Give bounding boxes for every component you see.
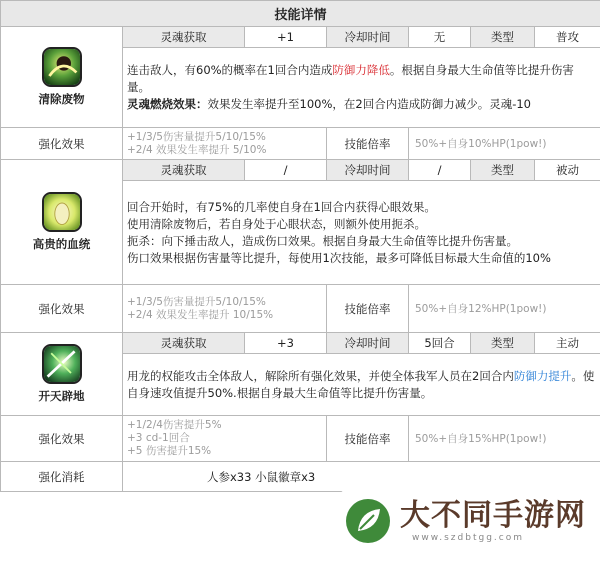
enhance-label: 强化效果 [1, 416, 123, 462]
enhance-effects: +1/3/5伤害量提升5/10/15% +2/4 效果发生率提升 10/15% [123, 285, 327, 333]
multiplier-value: 50%+自身15%HP(1pow!) [409, 416, 600, 462]
enhance-effects: +1/3/5伤害量提升5/10/15% +2/4 效果发生率提升 5/10% [123, 128, 327, 160]
watermark-text: 大不同手游网 [400, 497, 586, 533]
leaf-logo-icon [344, 497, 392, 545]
cost-label: 强化消耗 [1, 462, 123, 492]
highlight-buff: 防御力提升 [513, 368, 572, 383]
soul-gain-label: 灵魂获取 [123, 333, 245, 354]
multiplier-label: 技能倍率 [327, 285, 409, 333]
cooldown-label: 冷却时间 [327, 27, 409, 48]
cooldown-label: 冷却时间 [327, 333, 409, 354]
multiplier-label: 技能倍率 [327, 128, 409, 160]
skill-cell [1, 333, 123, 416]
soul-gain-value: +1 [245, 27, 327, 48]
skill-cell [1, 27, 123, 128]
type-label: 类型 [471, 27, 535, 48]
noble-bloodline-skill-icon [42, 192, 82, 232]
type-value: 被动 [535, 160, 600, 181]
cost-value: 人参x33 小鼠徽章x3 [123, 462, 600, 492]
type-label: 类型 [471, 333, 535, 354]
cooldown-value: 无 [409, 27, 471, 48]
watermark-url: www.szdbtgg.com [412, 532, 524, 543]
type-label: 类型 [471, 160, 535, 181]
enhance-label: 强化效果 [1, 128, 123, 160]
soul-gain-value: / [245, 160, 327, 181]
cooldown-value: 5回合 [409, 333, 471, 354]
cooldown-label: 冷却时间 [327, 160, 409, 181]
type-value: 普攻 [535, 27, 600, 48]
watermark [330, 480, 600, 561]
skill-name: 高贵的血统 [32, 237, 91, 251]
multiplier-value: 50%+自身12%HP(1pow!) [409, 285, 600, 333]
soul-gain-label: 灵魂获取 [123, 27, 245, 48]
type-value: 主动 [535, 333, 600, 354]
multiplier-label: 技能倍率 [327, 416, 409, 462]
soul-gain-label: 灵魂获取 [123, 160, 245, 181]
highlight-debuff: 防御力降低 [332, 63, 390, 77]
skill-description: 回合开始时，有75%的几率使自身在1回合内获得心眼效果。 使用清除废物后，若自身处于心眼状态，则额外使用扼杀。 扼杀：向下捶击敌人，造成伤口效果。根据自身最大生命值等比提升伤害量。 伤口效果根据伤害量等比提升，每使用1次技能，最多可降低目标最大生命值的10% [123, 181, 600, 285]
skill-description: 连击敌人，有60%的概率在1回合内造成防御力降低。根据自身最大生命值等比提升伤害量。 灵魂燃烧效果：效果发生率提升至100%，在2回合内造成防御力减少。灵魂-10 [123, 48, 600, 128]
enhance-label: 强化效果 [1, 285, 123, 333]
multiplier-value: 50%+自身10%HP(1pow!) [409, 128, 600, 160]
skill-name: 清除废物 [38, 92, 85, 106]
skill-description: 用龙的权能攻击全体敌人，解除所有强化效果，并使全体我军人员在2回合内防御力提升。使自身速攻值提升50%.根据自身最大生命值等比提升伤害量。 [123, 354, 600, 416]
enhance-effects: +1/2/4伤害提升5% +3 cd-1回合 +5 伤害提升15% [123, 416, 327, 462]
cooldown-value: / [409, 160, 471, 181]
table-title: 技能详情 [1, 1, 600, 27]
skill-cell [1, 160, 123, 285]
creation-skill-icon [42, 344, 82, 384]
soul-gain-value: +3 [245, 333, 327, 354]
skill-name: 开天辟地 [38, 389, 85, 403]
clear-waste-skill-icon [42, 47, 82, 87]
